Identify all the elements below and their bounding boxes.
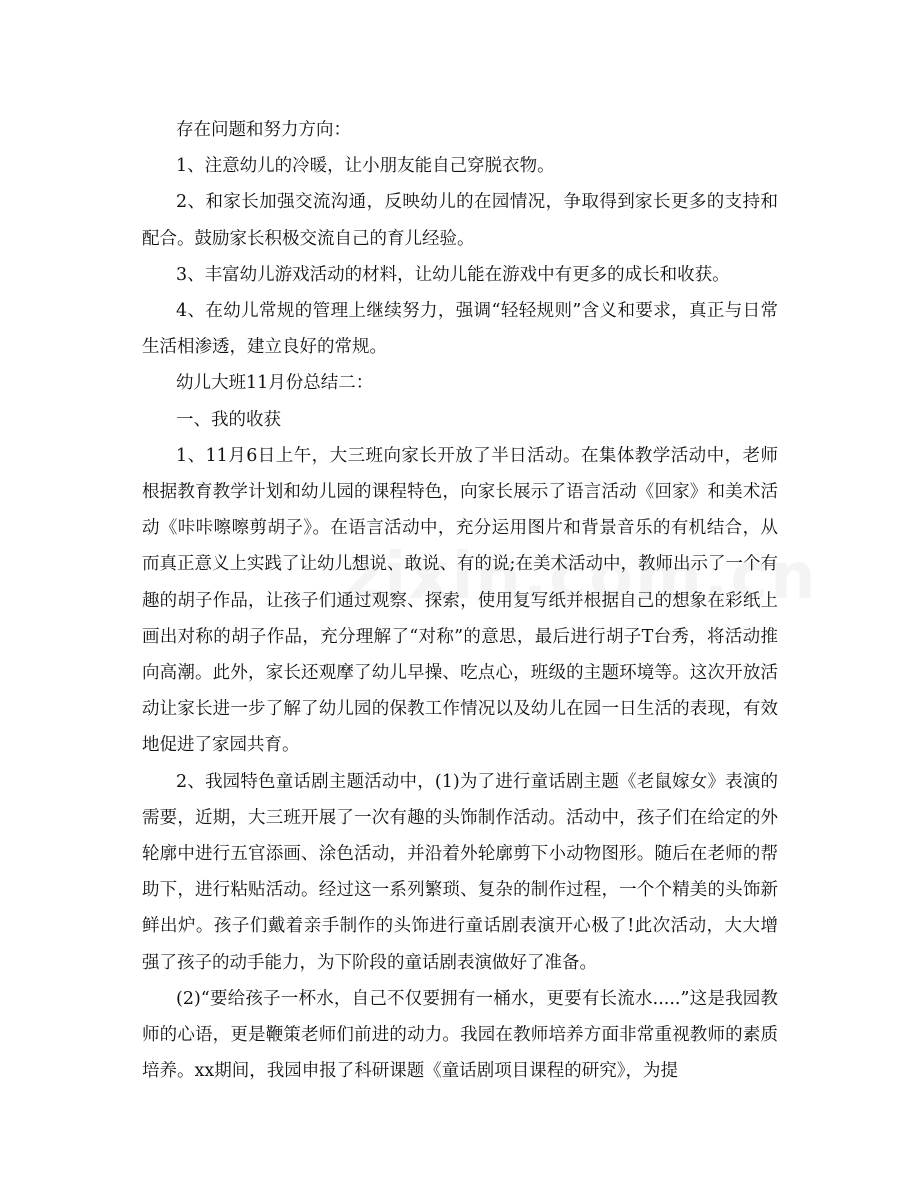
paragraph-teacher-training: (2)“要给孩子一杯水，自己不仅要拥有一桶水，更要有长流水.....”这是我园教师的心语，更是鞭策老师们前进的动力。我园在教师培养方面非常重视教师的素质培养。xx期间，我园申报了科研课题《童话剧项目课程的研究》，为提 [142, 988, 778, 1082]
paragraph-open-day: 1、11月6日上午，大三班向家长开放了半日活动。在集体教学活动中，老师根据教育教学计划和幼儿园的课程特色，向家长展示了语言活动《回家》和美术活动《咔咔嚓嚓剪胡子》。在语言活动中，充分运用图片和背景音乐的有机结合，从而真正意义上实践了让幼儿想说、敢说、有的说;在美术活动中，教师出示了一个有趣的胡子作品，让孩子们通过观察、探索，使用复写纸并根据自己的想象在彩纸上画出对称的胡子作品，充分理解了“对称”的意思，最后进行胡子T台秀，将活动推向高潮。此外，家长还观摩了幼儿早操、吃点心，班级的主题环境等。这次开放活动让家长进一步了解了幼儿园的保教工作情况以及幼儿在园一日生活的表现，有效地促进了家园共育。 [142, 445, 778, 756]
paragraph-item-2: 2、和家长加强交流沟通，反映幼儿的在园情况，争取得到家长更多的支持和配合。鼓励家长积极交流自己的育儿经验。 [142, 192, 778, 249]
paragraph-fairy-tale-drama: 2、我园特色童话剧主题活动中，(1)为了进行童话剧主题《老鼠嫁女》表演的需要，近期，大三班开展了一次有趣的头饰制作活动。活动中，孩子们在给定的外轮廓中进行五官添画、涂色活动，并沿着外轮廓剪下小动物图形。随后在老师的帮助下，进行粘贴活动。经过这一系列繁琐、复杂的制作过程，一个个精美的头饰新鲜出炉。孩子们戴着亲手制作的头饰进行童话剧表演开心极了!此次活动，大大增强了孩子的动手能力，为下阶段的童话剧表演做好了准备。 [142, 771, 778, 973]
subheading-harvest: 一、我的收获 [176, 409, 281, 430]
heading-problems: 存在问题和努力方向： [176, 120, 351, 140]
section-title-summary-2: 幼儿大班11月份总结二： [176, 373, 374, 394]
paragraph-item-3: 3、丰富幼儿游戏活动的材料，让幼儿能在游戏中有更多的成长和收获。 [176, 264, 730, 285]
paragraph-item-4: 4、在幼儿常规的管理上继续努力，强调“轻轻规则”含义和要求，真正与日常生活相渗透，建立良好的常规。 [142, 301, 778, 358]
document-body [142, 112, 778, 1089]
paragraph-item-1: 1、注意幼儿的冷暖，让小朋友能自己穿脱衣物。 [176, 156, 555, 177]
